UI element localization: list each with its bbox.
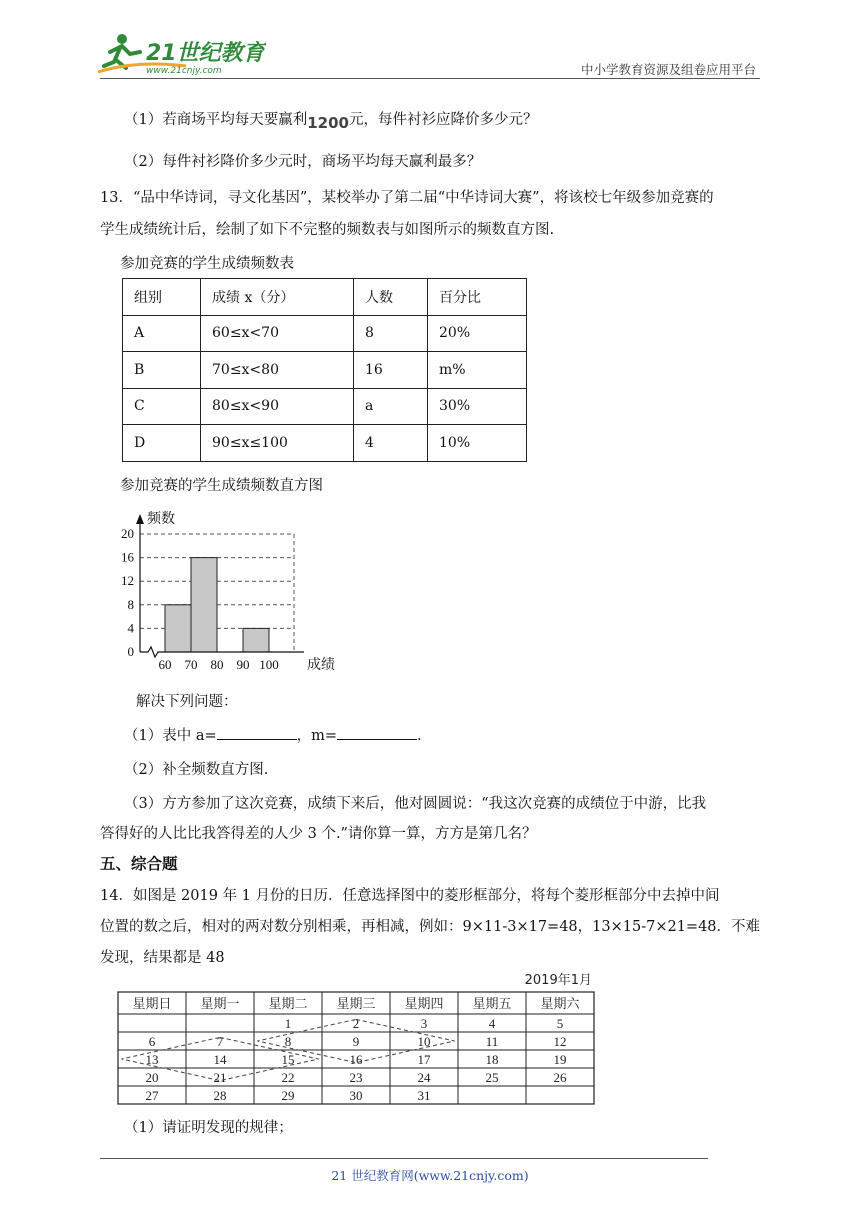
table-header-cell: 组别: [123, 279, 201, 316]
calendar-figure: [116, 966, 596, 1108]
y-tick-label: 8: [127, 596, 134, 612]
table-cell: a: [354, 388, 428, 425]
footer-divider: [100, 1158, 708, 1159]
calendar-day: 9: [352, 1034, 360, 1049]
calendar-header-cell: 星期一: [200, 997, 240, 1012]
x-tick-label: 60: [158, 657, 172, 672]
section-heading: 五、综合题: [100, 855, 178, 873]
histogram-bar: [165, 605, 191, 652]
frequency-table: [122, 278, 527, 462]
q12-part1-pre: （1）若商场平均每天要赢利: [124, 112, 308, 128]
svg-text:21世纪教育: 21世纪教育: [146, 41, 265, 66]
calendar-header-cell: 星期六: [540, 997, 580, 1012]
calendar-header-cell: 星期三: [336, 997, 376, 1012]
x-tick-label: 70: [184, 657, 198, 672]
calendar-header-cell: 星期二: [268, 997, 308, 1012]
q13-part1-text-m: ，m=: [296, 728, 338, 744]
calendar-day: 15: [281, 1052, 295, 1067]
x-tick-label: 100: [259, 657, 279, 672]
calendar-day: 16: [349, 1052, 363, 1067]
y-tick-label: 0: [127, 644, 134, 659]
table-cell: 20%: [428, 315, 527, 352]
table-header-cell: 人数: [354, 279, 428, 316]
calendar-day: 28: [213, 1088, 227, 1103]
table-cell: 90≤x≤100: [201, 425, 354, 462]
calendar-day: 20: [145, 1070, 159, 1085]
table-header-cell: 百分比: [428, 279, 527, 316]
q13-part3-line2: 答得好的人比比我答得差的人少 3 个.”请你算一算，方方是第几名？: [100, 826, 537, 842]
calendar-day: 29: [281, 1088, 295, 1103]
site-logo: [96, 30, 266, 78]
q12-part1: [124, 108, 538, 132]
calendar-title: 2019年1月: [524, 973, 592, 988]
q13-text-line1: 13．“品中华诗词，寻文化基因”，某校举办了第二届“中华诗词大赛”，将该校七年级参加竞赛的: [100, 190, 714, 206]
solve-prompt: 解决下列问题：: [136, 694, 238, 710]
table-row: [123, 315, 527, 352]
calendar-day: 21: [213, 1070, 227, 1085]
calendar-day: 4: [488, 1016, 496, 1031]
q14-text-line2: 位置的数之后，相对的两对数分别相乘，再相减，例如：9×11-3×17=48，13×15-7×21=48．不难: [100, 919, 761, 935]
answer-blank-a[interactable]: [217, 738, 297, 740]
x-tick-label: 80: [210, 657, 224, 672]
calendar-day: 2: [352, 1016, 360, 1031]
calendar-day: 8: [284, 1034, 292, 1049]
table-row: [123, 352, 527, 389]
table-row: [123, 425, 527, 462]
table-cell: 80≤x<90: [201, 388, 354, 425]
histogram-axes: [136, 514, 304, 657]
q13-part3-line1: （3）方方参加了这次竞赛，成绩下来后，他对圆圆说：“我这次竞赛的成绩位于中游，比我: [124, 796, 707, 812]
calendar-day: 26: [553, 1070, 567, 1085]
q13-part1-text-end: .: [417, 728, 422, 744]
chart-caption: 参加竞赛的学生成绩频数直方图: [120, 478, 323, 494]
q14-part1: （1）请证明发现的规律；: [124, 1120, 293, 1136]
y-tick-label: 20: [121, 526, 134, 541]
q12-part2: （2）每件衬衫降价多少元时，商场平均每天赢利最多？: [124, 154, 482, 170]
table-cell: D: [123, 425, 201, 462]
svg-text:www.21cnjy.com: www.21cnjy.com: [146, 66, 222, 76]
table-cell: 60≤x<70: [201, 315, 354, 352]
y-tick-label: 4: [127, 620, 134, 636]
table-cell: m%: [428, 352, 527, 389]
calendar-day: 10: [417, 1034, 431, 1049]
answer-blank-m[interactable]: [337, 738, 417, 740]
q12-part1-post: 元，每件衬衫应降价多少元？: [348, 112, 538, 128]
table-cell: C: [123, 388, 201, 425]
q12-profit-value: 1200: [307, 114, 349, 132]
table-cell: 30%: [428, 388, 527, 425]
table-cell: A: [123, 315, 201, 352]
calendar-day: 3: [420, 1016, 428, 1031]
y-tick-label: 12: [121, 573, 134, 589]
histogram-bar: [191, 558, 217, 652]
calendar-day: 24: [417, 1070, 431, 1085]
table-cell: 70≤x<80: [201, 352, 354, 389]
calendar-day: 18: [485, 1052, 499, 1067]
frequency-histogram: [110, 504, 340, 676]
calendar-day: 25: [485, 1070, 499, 1085]
q14-text-line1: 14．如图是 2019 年 1 月份的日历．任意选择图中的菱形框部分，将每个菱形框部分中去掉中间: [100, 888, 720, 904]
header-divider: [100, 78, 760, 79]
calendar-day: 6: [148, 1034, 156, 1049]
calendar-header-cell: 星期四: [404, 997, 444, 1012]
calendar-day: 12: [553, 1034, 567, 1049]
calendar-day: 5: [556, 1016, 564, 1031]
table-cell: 16: [354, 352, 428, 389]
q13-part1-text-a: （1）表中 a=: [124, 728, 217, 744]
histogram-bar: [243, 628, 269, 652]
header-platform-text: 中小学教育资源及组卷应用平台: [580, 62, 756, 77]
y-tick-label: 16: [121, 549, 134, 565]
calendar-day: 27: [145, 1088, 159, 1103]
q13-part1: [124, 724, 422, 745]
table-cell: 4: [354, 425, 428, 462]
calendar-day: 7: [216, 1034, 224, 1049]
q14-text-line3: 发现，结果都是 48: [100, 950, 225, 966]
table-row: [123, 388, 527, 425]
calendar-day: 13: [145, 1052, 159, 1067]
calendar-day: 17: [417, 1052, 431, 1067]
calendar-header-cell: 星期五: [472, 997, 512, 1012]
x-tick-label: 90: [236, 657, 250, 672]
x-axis-label: 成绩: [307, 657, 335, 673]
q13-text-line2: 学生成绩统计后，绘制了如下不完整的频数表与如图所示的频数直方图.: [100, 222, 555, 238]
table-header-cell: 成绩 x（分）: [201, 279, 354, 316]
calendar-day: 31: [417, 1088, 431, 1103]
calendar-day: 14: [213, 1052, 227, 1067]
table-caption: 参加竞赛的学生成绩频数表: [120, 256, 294, 272]
calendar-day: 11: [485, 1034, 499, 1049]
calendar-day: 23: [349, 1070, 363, 1085]
table-cell: 8: [354, 315, 428, 352]
table-cell: 10%: [428, 425, 527, 462]
q13-part2: （2）补全频数直方图.: [124, 762, 269, 778]
table-cell: B: [123, 352, 201, 389]
calendar-day: 22: [281, 1070, 295, 1085]
table-header-row: [123, 279, 527, 316]
calendar-day: 19: [553, 1052, 567, 1067]
y-axis-label: 频数: [147, 511, 175, 527]
y-axis-arrow: [136, 514, 144, 524]
footer-text: 21 世纪教育网(www.21cnjy.com): [331, 1168, 529, 1183]
calendar-day: 1: [284, 1016, 292, 1031]
calendar-header-cell: 星期日: [132, 997, 172, 1012]
calendar-day: 30: [349, 1088, 363, 1103]
